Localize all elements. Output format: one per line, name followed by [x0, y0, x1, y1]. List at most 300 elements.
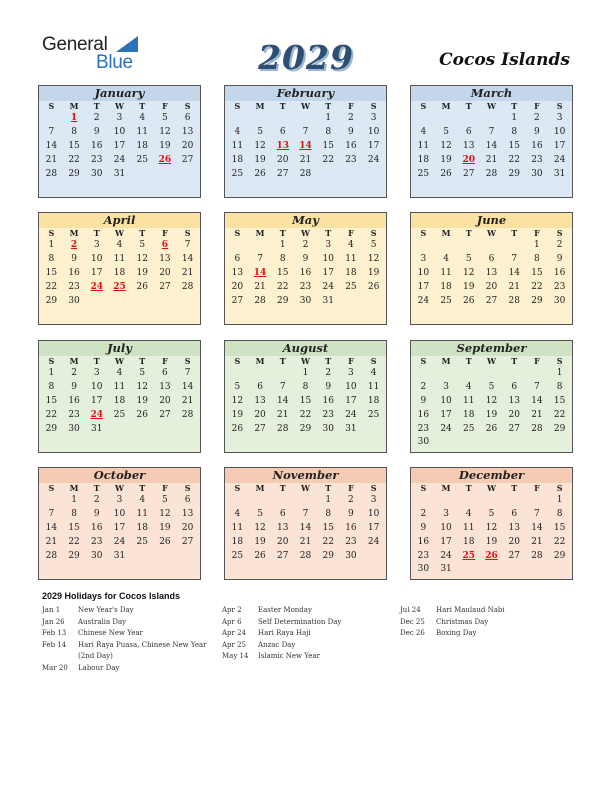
empty-cell	[226, 367, 249, 381]
weekday-label: W	[115, 483, 124, 493]
empty-cell	[294, 112, 317, 126]
day-cell: 1	[325, 113, 332, 123]
month-title: August	[225, 341, 386, 356]
month-february	[224, 85, 387, 198]
empty-cell	[271, 367, 294, 381]
day-cell: 12	[485, 522, 498, 533]
day-cell: 30	[91, 168, 103, 179]
day-cell: 18	[113, 395, 126, 406]
weekday-label: F	[534, 228, 540, 238]
day-cell: 11	[440, 267, 452, 278]
weekday-label: T	[465, 483, 472, 493]
day-cell: 18	[463, 536, 475, 547]
day-cell: 21	[485, 154, 498, 165]
holiday-date: Feb 14	[42, 640, 67, 649]
day-cell: 16	[91, 140, 103, 151]
day-cell: 27	[231, 295, 244, 306]
weekday-label: T	[465, 101, 472, 111]
day-cell: 11	[113, 253, 126, 264]
day-cell: 18	[417, 154, 430, 165]
day-cell: 29	[68, 168, 80, 179]
day-cell: 16	[91, 522, 103, 533]
day-cell: 28	[299, 168, 312, 179]
day-cell: 18	[113, 267, 126, 278]
weekday-label: S	[184, 356, 191, 366]
holiday-date: Dec 25	[400, 617, 425, 626]
day-grid	[225, 101, 386, 181]
day-cell: 16	[417, 536, 430, 547]
day-cell: 10	[322, 253, 334, 264]
holiday-row	[400, 617, 576, 629]
day-cell: 14	[531, 395, 543, 406]
day-cell: 22	[553, 409, 566, 420]
weekday-label: T	[325, 483, 332, 493]
day-cell: 20	[277, 154, 289, 165]
day-cell: 30	[553, 295, 566, 306]
day-cell: 4	[370, 368, 377, 378]
empty-cell	[249, 367, 272, 381]
day-cell: 21	[508, 281, 520, 292]
day-cell: 23	[345, 536, 357, 547]
day-cell: 31	[113, 168, 126, 179]
day-cell: 9	[420, 522, 427, 533]
day-cell: 23	[553, 281, 566, 292]
empty-cell	[503, 494, 526, 508]
day-cell: 9	[93, 126, 100, 137]
day-cell: 8	[534, 253, 540, 264]
day-cell: 6	[184, 113, 191, 123]
day-cell: 25	[440, 295, 452, 306]
day-cell: 1	[48, 368, 55, 378]
day-cell: 12	[159, 126, 171, 137]
day-cell: 21	[299, 536, 312, 547]
day-cell: 15	[45, 267, 58, 278]
day-cell: 19	[159, 522, 171, 533]
day-cell: 8	[511, 126, 518, 137]
day-cell: 25	[345, 281, 357, 292]
day-cell: 23	[417, 423, 430, 434]
day-cell: 14	[485, 140, 498, 151]
day-cell: 6	[279, 126, 286, 137]
day-cell: 24	[553, 154, 566, 165]
day-cell: 11	[463, 395, 475, 406]
day-cell: 4	[234, 508, 241, 519]
day-cell: 20	[254, 409, 266, 420]
day-cell: 4	[465, 508, 472, 519]
day-cell: 19	[136, 267, 148, 278]
holiday-date: May 14	[222, 652, 249, 660]
weekday-label: S	[370, 356, 377, 366]
day-cell: 26	[463, 295, 475, 306]
holiday-day: 24	[90, 281, 104, 292]
holiday-name: Boxing Day	[436, 629, 477, 637]
weekday-label: T	[279, 228, 286, 238]
day-cell: 23	[68, 409, 80, 420]
day-cell: 22	[553, 536, 566, 547]
day-cell: 30	[68, 423, 80, 434]
day-cell: 5	[257, 508, 263, 519]
weekday-label: M	[255, 228, 265, 238]
weekday-label: W	[301, 228, 310, 238]
day-cell: 11	[345, 253, 357, 264]
day-cell: 27	[463, 168, 475, 179]
empty-cell	[249, 239, 272, 253]
month-title: June	[411, 213, 572, 228]
day-cell: 15	[553, 395, 566, 406]
day-cell: 31	[113, 550, 126, 561]
day-cell: 19	[440, 154, 452, 165]
day-cell: 28	[531, 423, 543, 434]
day-cell: 3	[93, 240, 100, 250]
month-title: October	[39, 468, 200, 483]
day-cell: 7	[184, 240, 191, 250]
holiday-day: 26	[158, 154, 172, 165]
day-cell: 31	[440, 564, 452, 575]
weekday-label: S	[234, 101, 241, 111]
weekday-label: S	[184, 228, 191, 238]
empty-cell	[435, 367, 458, 381]
day-cell: 15	[553, 522, 566, 533]
day-cell: 7	[534, 381, 540, 392]
empty-cell	[249, 112, 272, 126]
day-cell: 10	[113, 126, 126, 137]
day-cell: 17	[113, 522, 126, 533]
day-cell: 14	[508, 267, 520, 278]
day-cell: 10	[417, 267, 430, 278]
day-cell: 8	[71, 126, 77, 137]
day-cell: 22	[322, 536, 334, 547]
day-cell: 31	[91, 423, 103, 434]
empty-cell	[503, 239, 526, 253]
day-cell: 9	[325, 381, 332, 392]
day-cell: 14	[277, 395, 289, 406]
weekday-label: M	[69, 356, 79, 366]
day-cell: 26	[367, 281, 380, 292]
day-cell: 5	[139, 240, 146, 250]
weekday-label: S	[184, 483, 191, 493]
day-cell: 4	[465, 381, 472, 392]
day-cell: 21	[181, 395, 194, 406]
day-cell: 8	[279, 253, 286, 264]
empty-cell	[457, 367, 480, 381]
day-cell: 2	[534, 113, 540, 123]
day-cell: 3	[443, 508, 449, 519]
day-cell: 5	[465, 253, 472, 264]
empty-cell	[226, 239, 249, 253]
weekday-label: W	[487, 356, 496, 366]
day-cell: 15	[68, 522, 80, 533]
day-cell: 23	[417, 550, 430, 561]
day-cell: 3	[93, 368, 100, 378]
day-cell: 26	[485, 423, 498, 434]
day-grid	[411, 101, 572, 181]
day-cell: 17	[91, 395, 103, 406]
day-cell: 20	[231, 281, 244, 292]
day-cell: 15	[277, 267, 289, 278]
day-cell: 21	[45, 536, 58, 547]
day-cell: 19	[254, 536, 266, 547]
day-cell: 8	[325, 126, 332, 137]
holiday-name: Anzac Day	[258, 640, 296, 649]
weekday-label: T	[465, 228, 472, 238]
holiday-day: 25	[462, 550, 476, 561]
day-cell: 7	[534, 508, 540, 519]
day-cell: 10	[345, 381, 357, 392]
day-cell: 7	[48, 508, 55, 519]
day-cell: 5	[162, 113, 168, 123]
day-cell: 1	[325, 495, 332, 505]
weekday-label: T	[93, 228, 100, 238]
holiday-date: Jan 1	[42, 606, 61, 614]
weekday-label: S	[420, 228, 427, 238]
day-cell: 28	[277, 423, 289, 434]
weekday-label: F	[162, 356, 168, 366]
holiday-day: 13	[276, 140, 290, 151]
weekday-label: M	[69, 228, 79, 238]
day-cell: 8	[325, 508, 332, 519]
day-grid	[225, 228, 386, 308]
day-cell: 24	[113, 536, 126, 547]
day-cell: 12	[254, 522, 266, 533]
day-cell: 30	[299, 295, 312, 306]
holiday-name: Islamic New Year	[258, 652, 320, 660]
day-cell: 21	[277, 409, 289, 420]
day-cell: 29	[553, 423, 566, 434]
day-cell: 19	[159, 140, 171, 151]
empty-cell	[412, 494, 435, 508]
day-cell: 5	[488, 381, 495, 392]
weekday-label: S	[48, 356, 55, 366]
day-cell: 27	[159, 281, 171, 292]
weekday-label: T	[93, 356, 100, 366]
day-cell: 21	[531, 536, 543, 547]
day-cell: 12	[485, 395, 498, 406]
holiday-day: 26	[485, 550, 498, 561]
day-cell: 6	[234, 253, 241, 264]
month-july	[38, 340, 201, 453]
day-cell: 25	[113, 409, 126, 420]
day-cell: 14	[181, 253, 194, 264]
empty-cell	[226, 494, 249, 508]
day-cell: 9	[556, 253, 563, 264]
day-cell: 3	[116, 113, 123, 123]
holiday-name: Hari Raya Haji	[258, 629, 311, 637]
holiday-day: 25	[113, 281, 126, 292]
day-cell: 12	[231, 395, 244, 406]
day-cell: 11	[231, 522, 244, 533]
month-title: November	[225, 468, 386, 483]
holiday-day: 14	[253, 267, 267, 278]
holiday-name: New Year's Day	[78, 606, 134, 614]
day-cell: 9	[420, 395, 427, 406]
holiday-row	[42, 628, 218, 640]
month-january	[38, 85, 201, 198]
day-cell: 23	[68, 281, 80, 292]
empty-cell	[526, 494, 549, 508]
empty-cell	[457, 112, 480, 126]
day-cell: 1	[71, 495, 77, 505]
day-cell: 5	[139, 368, 146, 378]
day-cell: 29	[553, 550, 566, 561]
day-cell: 20	[181, 522, 194, 533]
day-cell: 3	[116, 495, 123, 505]
day-cell: 14	[531, 522, 543, 533]
day-cell: 6	[162, 368, 168, 378]
day-cell: 4	[116, 240, 123, 250]
day-cell: 27	[181, 154, 194, 165]
day-cell: 14	[45, 140, 58, 151]
day-grid	[225, 356, 386, 436]
holiday-date: Dec 26	[400, 629, 425, 637]
day-cell: 19	[254, 154, 266, 165]
day-cell: 15	[322, 140, 334, 151]
day-cell: 8	[556, 508, 563, 519]
holiday-row	[400, 605, 576, 617]
day-cell: 16	[299, 267, 312, 278]
day-cell: 30	[417, 564, 430, 575]
day-cell: 15	[45, 395, 58, 406]
holiday-row	[42, 605, 218, 617]
holiday-day: 24	[90, 409, 104, 420]
day-cell: 4	[139, 113, 146, 123]
day-cell: 17	[91, 267, 103, 278]
day-cell: 8	[48, 253, 55, 264]
day-cell: 11	[136, 126, 148, 137]
day-cell: 16	[345, 522, 357, 533]
day-grid	[411, 483, 572, 577]
weekday-label: W	[115, 228, 124, 238]
day-cell: 21	[299, 154, 312, 165]
weekday-label: S	[48, 228, 55, 238]
day-cell: 25	[463, 423, 475, 434]
day-grid	[411, 356, 572, 450]
weekday-label: S	[370, 483, 377, 493]
day-cell: 22	[277, 281, 289, 292]
month-october	[38, 467, 201, 580]
day-cell: 30	[531, 168, 543, 179]
day-cell: 18	[463, 409, 475, 420]
month-title: May	[225, 213, 386, 228]
day-cell: 21	[254, 281, 266, 292]
weekday-label: M	[441, 356, 451, 366]
weekday-label: T	[139, 483, 146, 493]
weekday-label: S	[556, 101, 563, 111]
day-cell: 13	[159, 253, 171, 264]
day-cell: 13	[508, 522, 520, 533]
day-cell: 8	[48, 381, 55, 392]
holidays-title: 2029 Holidays for Cocos Islands	[42, 591, 181, 601]
day-cell: 4	[234, 126, 241, 137]
day-cell: 25	[231, 168, 244, 179]
logo-general-text: General	[42, 34, 108, 55]
holiday-name: Australia Day	[78, 617, 127, 626]
empty-cell	[526, 367, 549, 381]
day-cell: 31	[345, 423, 357, 434]
day-cell: 28	[181, 281, 194, 292]
day-cell: 25	[367, 409, 380, 420]
holiday-column	[42, 605, 218, 674]
weekday-label: S	[48, 483, 55, 493]
weekday-label: S	[420, 483, 427, 493]
day-cell: 23	[91, 154, 103, 165]
day-cell: 24	[322, 281, 334, 292]
day-cell: 30	[322, 423, 334, 434]
weekday-label: S	[556, 228, 563, 238]
holiday-name: Hari Raya Puasa, Chinese New Year (2nd Day)	[78, 640, 207, 660]
weekday-label: F	[348, 228, 354, 238]
month-title: February	[225, 86, 386, 101]
holiday-row	[222, 605, 398, 617]
holiday-row	[222, 628, 398, 640]
day-cell: 18	[345, 267, 357, 278]
weekday-label: M	[255, 356, 265, 366]
day-cell: 6	[465, 126, 472, 137]
day-cell: 7	[302, 508, 309, 519]
day-cell: 10	[91, 253, 103, 264]
day-cell: 20	[508, 409, 520, 420]
day-cell: 17	[440, 409, 452, 420]
empty-cell	[480, 367, 503, 381]
holiday-date: Jan 26	[42, 617, 65, 626]
day-cell: 11	[367, 381, 380, 392]
day-cell: 1	[556, 495, 563, 505]
weekday-label: T	[511, 356, 518, 366]
day-cell: 24	[367, 536, 380, 547]
month-may	[224, 212, 387, 325]
weekday-label: W	[301, 356, 310, 366]
weekday-label: M	[69, 101, 79, 111]
holiday-date: Mar 20	[42, 663, 68, 672]
page-title-year: 2029	[258, 38, 354, 77]
day-cell: 27	[508, 423, 520, 434]
day-cell: 12	[136, 253, 148, 264]
day-cell: 16	[553, 267, 566, 278]
day-cell: 2	[93, 495, 100, 505]
day-cell: 30	[91, 550, 103, 561]
day-cell: 12	[136, 381, 148, 392]
day-cell: 17	[322, 267, 334, 278]
holiday-row	[400, 628, 576, 640]
day-cell: 8	[71, 508, 77, 519]
day-cell: 12	[159, 508, 171, 519]
holiday-row	[42, 663, 218, 675]
day-cell: 31	[553, 168, 566, 179]
day-cell: 6	[184, 495, 191, 505]
weekday-label: S	[234, 483, 241, 493]
weekday-label: S	[370, 101, 377, 111]
weekday-label: S	[420, 356, 427, 366]
day-cell: 2	[325, 368, 332, 378]
day-cell: 22	[322, 154, 334, 165]
day-cell: 9	[71, 381, 77, 392]
month-december	[410, 467, 573, 580]
day-cell: 9	[348, 126, 354, 137]
empty-cell	[40, 112, 63, 126]
day-grid	[225, 483, 386, 563]
day-cell: 3	[556, 113, 563, 123]
day-cell: 8	[556, 381, 563, 392]
day-cell: 4	[420, 126, 427, 137]
day-cell: 29	[68, 550, 80, 561]
weekday-label: T	[93, 483, 100, 493]
country-name: Cocos Islands	[439, 50, 570, 70]
day-cell: 7	[184, 368, 191, 378]
month-title: January	[39, 86, 200, 101]
weekday-label: F	[162, 483, 168, 493]
day-cell: 11	[113, 381, 126, 392]
day-cell: 28	[45, 168, 58, 179]
weekday-label: T	[325, 228, 332, 238]
